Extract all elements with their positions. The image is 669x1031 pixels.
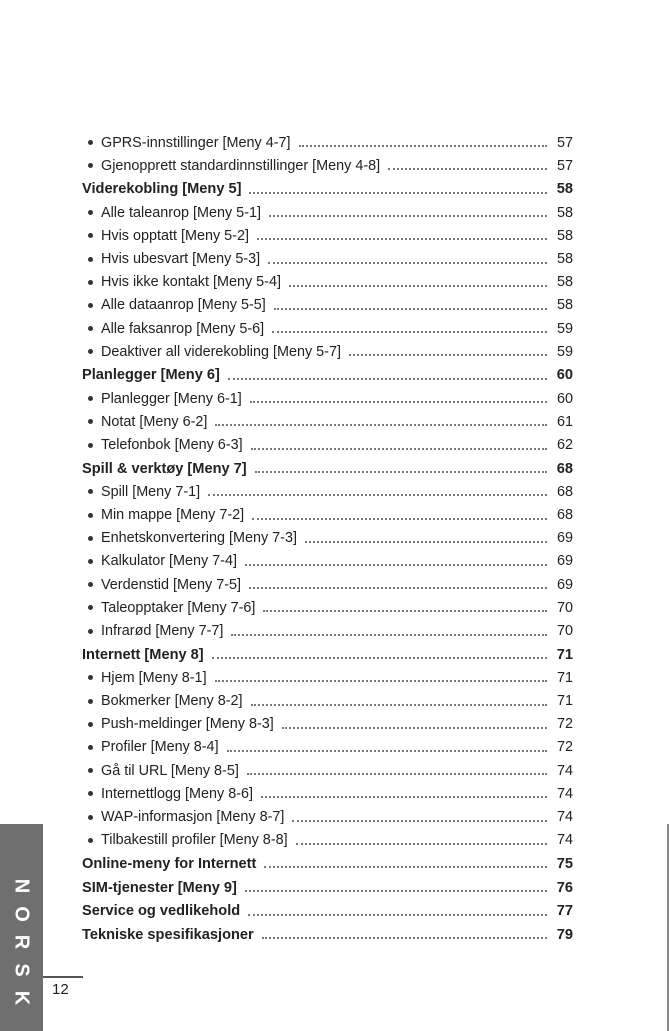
side-tab-letter: O <box>10 906 33 922</box>
toc-entry-title: Service og vedlikehold <box>82 903 241 920</box>
toc-entry <box>82 410 573 433</box>
toc-entry-title: Internett [Meny 8] <box>82 646 204 663</box>
toc-entry <box>82 550 573 573</box>
toc-entry-title: Spill [Meny 7-1] <box>101 483 201 500</box>
dot-leader <box>251 703 547 706</box>
toc-entry-title: Alle taleanrop [Meny 5-1] <box>101 204 261 221</box>
bullet-icon <box>88 326 93 331</box>
toc-entry-title: Telefonbok [Meny 6-3] <box>101 437 243 454</box>
toc-entry-page: 75 <box>556 855 573 872</box>
dot-leader <box>245 889 547 892</box>
toc-entry-page: 57 <box>556 157 573 174</box>
toc-entry-page: 57 <box>556 134 573 151</box>
page-number: 12 <box>52 981 69 998</box>
dot-leader <box>289 284 547 287</box>
toc-entry-page: 69 <box>556 576 573 593</box>
dot-leader <box>262 936 547 939</box>
toc-section-heading <box>82 876 573 899</box>
toc-entry <box>82 224 573 247</box>
toc-entry-title: Online-meny for Internett <box>82 855 257 872</box>
toc-entry-page: 59 <box>556 343 573 360</box>
dot-leader <box>282 726 547 729</box>
toc-entry <box>82 619 573 642</box>
bullet-icon <box>88 605 93 610</box>
toc-entry-page: 74 <box>556 762 573 779</box>
bullet-icon <box>88 536 93 541</box>
bullet-icon <box>88 513 93 518</box>
bullet-icon <box>88 722 93 727</box>
dot-leader <box>261 795 547 798</box>
dot-leader <box>249 191 547 194</box>
toc-entry <box>82 690 573 713</box>
bullet-icon <box>88 745 93 750</box>
bullet-icon <box>88 233 93 238</box>
toc-entry-page: 70 <box>556 623 573 640</box>
toc-entry-title: Planlegger [Meny 6] <box>82 367 220 384</box>
toc-entry <box>82 596 573 619</box>
bullet-icon <box>88 443 93 448</box>
toc-entry-page: 61 <box>556 413 573 430</box>
toc-entry <box>82 527 573 550</box>
toc-entry-title: Deaktiver all viderekobling [Meny 5-7] <box>101 343 341 360</box>
toc-entry <box>82 340 573 363</box>
dot-leader <box>228 377 547 380</box>
side-tab-letter: R <box>10 934 33 950</box>
toc-entry-title: Taleopptaker [Meny 7-6] <box>101 599 256 616</box>
toc-entry-title: Tilbakestill profiler [Meny 8-8] <box>101 832 288 849</box>
side-tab-letter: S <box>10 963 33 977</box>
dot-leader <box>249 586 547 589</box>
bullet-icon <box>88 303 93 308</box>
toc-entry <box>82 829 573 852</box>
toc-section-heading <box>82 364 573 387</box>
dot-leader <box>274 307 547 310</box>
bullet-icon <box>88 699 93 704</box>
dot-leader <box>257 237 547 240</box>
toc-entry-title: Bokmerker [Meny 8-2] <box>101 693 243 710</box>
toc-entry <box>82 713 573 736</box>
bullet-icon <box>88 489 93 494</box>
toc-entry <box>82 247 573 270</box>
toc-entry-title: WAP-informasjon [Meny 8-7] <box>101 809 285 826</box>
toc-entry-page: 70 <box>556 599 573 616</box>
bullet-icon <box>88 257 93 262</box>
dot-leader <box>252 517 547 520</box>
toc-entry <box>82 782 573 805</box>
bullet-icon <box>88 140 93 145</box>
bullet-icon <box>88 210 93 215</box>
toc-entry-title: Spill & verktøy [Meny 7] <box>82 460 247 477</box>
dot-leader <box>250 400 547 403</box>
toc-entry-title: Infrarød [Meny 7-7] <box>101 623 224 640</box>
toc-section-heading <box>82 457 573 480</box>
bullet-icon <box>88 559 93 564</box>
toc-entry <box>82 387 573 410</box>
toc-entry <box>82 759 573 782</box>
toc-entry-title: GPRS-innstillinger [Meny 4-7] <box>101 134 291 151</box>
dot-leader <box>269 214 547 217</box>
toc-section-heading <box>82 178 573 201</box>
page-number-rule <box>43 976 83 978</box>
toc-entry-page: 58 <box>556 227 573 244</box>
toc-entry-page: 71 <box>556 693 573 710</box>
toc-entry-title: Gjenopprett standardinnstillinger [Meny 4-8] <box>101 157 381 174</box>
toc-entry-title: Internettlogg [Meny 8-6] <box>101 785 253 802</box>
toc-entry <box>82 573 573 596</box>
toc-section-heading <box>82 923 573 946</box>
toc-entry-title: Alle dataanrop [Meny 5-5] <box>101 297 266 314</box>
bullet-icon <box>88 280 93 285</box>
dot-leader <box>212 656 547 659</box>
toc-entry-page: 74 <box>556 832 573 849</box>
toc-entry-title: Gå til URL [Meny 8-5] <box>101 762 239 779</box>
toc-entry-page: 62 <box>556 437 573 454</box>
toc-entry-page: 69 <box>556 530 573 547</box>
toc-entry <box>82 433 573 456</box>
toc-entry-title: Hvis ubesvart [Meny 5-3] <box>101 251 261 268</box>
dot-leader <box>292 819 547 822</box>
toc-entry-title: Hjem [Meny 8-1] <box>101 669 207 686</box>
side-tab-label <box>0 872 43 1012</box>
toc-entry <box>82 504 573 527</box>
toc-entry <box>82 805 573 828</box>
bullet-icon <box>88 768 93 773</box>
toc-entry <box>82 294 573 317</box>
toc-entry-title: Viderekobling [Meny 5] <box>82 181 242 198</box>
toc-section-heading <box>82 852 573 875</box>
toc-entry-title: SIM-tjenester [Meny 9] <box>82 879 237 896</box>
toc-entry <box>82 201 573 224</box>
bullet-icon <box>88 349 93 354</box>
toc-entry-page: 79 <box>556 926 573 943</box>
toc-entry-page: 58 <box>556 204 573 221</box>
toc-entry-page: 58 <box>556 181 573 198</box>
toc-entry-title: Planlegger [Meny 6-1] <box>101 390 242 407</box>
toc-entry-page: 76 <box>556 879 573 896</box>
side-tab-letter: N <box>10 878 33 894</box>
dot-leader <box>299 144 547 147</box>
dot-leader <box>305 540 547 543</box>
toc-entry-page: 58 <box>556 251 573 268</box>
dot-leader <box>272 330 547 333</box>
toc-entry <box>82 736 573 759</box>
toc-entry-title: Hvis ikke kontakt [Meny 5-4] <box>101 274 281 291</box>
toc-entry-title: Enhetskonvertering [Meny 7-3] <box>101 530 297 547</box>
toc-entry-page: 68 <box>556 483 573 500</box>
dot-leader <box>231 633 547 636</box>
bullet-icon <box>88 838 93 843</box>
dot-leader <box>296 842 547 845</box>
toc-entry-title: Push-meldinger [Meny 8-3] <box>101 716 274 733</box>
toc-section-heading <box>82 900 573 923</box>
side-tab-letter: K <box>10 990 33 1006</box>
toc-entry-page: 69 <box>556 553 573 570</box>
toc-entry-page: 60 <box>556 390 573 407</box>
dot-leader <box>268 261 547 264</box>
toc-entry-page: 58 <box>556 274 573 291</box>
toc-entry-page: 72 <box>556 716 573 733</box>
toc-entry-page: 74 <box>556 785 573 802</box>
language-side-tab <box>0 824 43 1031</box>
toc-entry-title: Alle faksanrop [Meny 5-6] <box>101 320 265 337</box>
dot-leader <box>245 563 547 566</box>
bullet-icon <box>88 675 93 680</box>
toc-entry <box>82 317 573 340</box>
toc-entry-title: Verdenstid [Meny 7-5] <box>101 576 241 593</box>
toc-entry <box>82 480 573 503</box>
toc-entry-title: Kalkulator [Meny 7-4] <box>101 553 237 570</box>
toc-entry-title: Tekniske spesifikasjoner <box>82 926 254 943</box>
bullet-icon <box>88 163 93 168</box>
toc-entry-page: 71 <box>556 669 573 686</box>
toc-entry-page: 68 <box>556 460 573 477</box>
toc-entry-page: 60 <box>556 367 573 384</box>
toc-entry-title: Hvis opptatt [Meny 5-2] <box>101 227 249 244</box>
table-of-contents <box>82 131 573 947</box>
dot-leader <box>388 167 547 170</box>
toc-entry-title: Min mappe [Meny 7-2] <box>101 507 245 524</box>
toc-entry-title: Notat [Meny 6-2] <box>101 413 208 430</box>
dot-leader <box>251 447 547 450</box>
bullet-icon <box>88 815 93 820</box>
bullet-icon <box>88 419 93 424</box>
bullet-icon <box>88 629 93 634</box>
dot-leader <box>227 749 547 752</box>
dot-leader <box>263 609 547 612</box>
toc-entry-page: 71 <box>556 646 573 663</box>
toc-entry-page: 77 <box>556 903 573 920</box>
toc-entry-title: Profiler [Meny 8-4] <box>101 739 219 756</box>
toc-entry-page: 58 <box>556 297 573 314</box>
dot-leader <box>247 772 547 775</box>
toc-section-heading <box>82 643 573 666</box>
toc-entry <box>82 154 573 177</box>
toc-entry-page: 74 <box>556 809 573 826</box>
bullet-icon <box>88 582 93 587</box>
toc-entry-page: 68 <box>556 507 573 524</box>
dot-leader <box>215 679 547 682</box>
dot-leader <box>255 470 547 473</box>
dot-leader <box>215 423 547 426</box>
bullet-icon <box>88 791 93 796</box>
dot-leader <box>248 913 547 916</box>
dot-leader <box>349 353 547 356</box>
toc-entry <box>82 666 573 689</box>
dot-leader <box>264 865 547 868</box>
dot-leader <box>208 493 547 496</box>
toc-entry-page: 59 <box>556 320 573 337</box>
toc-entry-page: 72 <box>556 739 573 756</box>
toc-entry <box>82 131 573 154</box>
toc-entry <box>82 271 573 294</box>
bullet-icon <box>88 396 93 401</box>
